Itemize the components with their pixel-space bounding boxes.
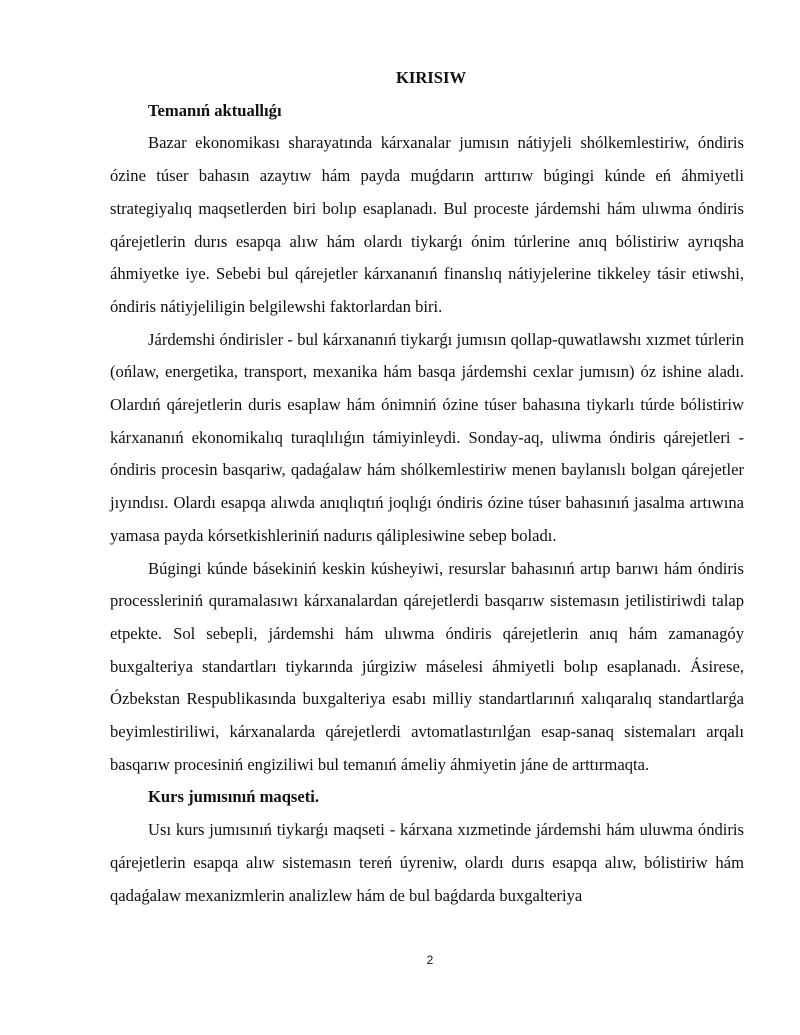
paragraph: Bazar ekonomikası sharayatında kárxanalar jumısın nátiyjeli shólkemlestiriw, óndiris ózine túser bahasın azaytıw hám payda muǵdarın arttırıw búgingi kúnde eń áhmiyetli strategiyalıq maqsetlerden biri bolıp esaplanadı. Bul proceste járdemshi hám ulıwma óndiris qárejetlerin durıs esapqa alıw hám olardı tiykarǵı ónim túrlerine anıq bólistiriw ayrıqsha áhmiyetke iye. Sebebi bul qárejetler kárxananıń finanslıq nátiyjelerine tikkeley tásir etiwshi, óndiris nátiyjeliligin belgilewshi faktorlardan biri.: [110, 133, 744, 316]
page-number: 2: [426, 953, 434, 967]
section-heading-relevance: Temanıń aktuallıǵı: [148, 100, 282, 120]
document-page: [110, 62, 744, 912]
document-title: KIRISIW: [395, 68, 467, 87]
paragraph: Járdemshi óndirisler - bul kárxananıń tiykarǵı jumısın qollap-quwatlawshı xızmet túrlerin (ońlaw, energetika, transport, mexanika hám basqa járdemshi cexlar jumısın) óz ishine aladı. Olardıń qárejetlerin duris esaplaw hám ónimniń ózine túser bahasına tiykarlı túrde bólistiriw kárxananıń ekonomikalıq turaqlılıǵın támiyinleydi. Sonday-aq, uliwma óndiris qárejetleri - óndiris procesin basqariw, qadaǵalaw hám shólkemlestiriw menen baylanıslı bolgan qárejetler jıyındısı. Olardı esapqa alıwda anıqlıqtıń joqlıǵı óndiris ózine túser bahasınıń jasalma artıwına yamasa payda kórsetkishleriniń nadurıs qáliplesiwine sebep boladı.: [110, 329, 744, 545]
paragraph: Búgingi kúnde básekiniń keskin kúsheyiwi, resurslar bahasınıń artıp barıwı hám óndiris processleriniń quramalasıwı kárxanalardan qárejetlerdi basqarıw sistemasın jetilistiriwdi talap etpekte. Sol sebepli, járdemshi hám ulıwma óndiris qárejetlerin anıq hám zamanagóy buxgalteriya standartları tiykarında júrgiziw máselesi áhmiyetli bolıp esaplanadı. Ásirese, Ózbekstan Respublikasında buxgalteriya esabı milliy standartlarınıń xalıqaralıq standartlarǵa beyimlestiriliwi, kárxanalarda qárejetlerdi avtomatlastırılǵan esap-sanaq sistemaları arqalı basqarıw procesiniń engiziliwi bul temanıń ámeliy áhmiyetin jáne de arttırmaqta.: [110, 558, 744, 774]
paragraph: Usı kurs jumısınıń tiykarǵı maqseti - kárxana xızmetinde járdemshi hám uluwma óndiris qárejetlerin esapqa alıw sistemasın tereń úyreniw, olardı durıs esapqa alıw, bólistiriw hám qadaǵalaw mexanizmlerin analizlew hám de bul baǵdarda buxgalteriya: [110, 820, 744, 905]
section-heading-goal: Kurs jumısınıń maqseti.: [148, 787, 320, 807]
